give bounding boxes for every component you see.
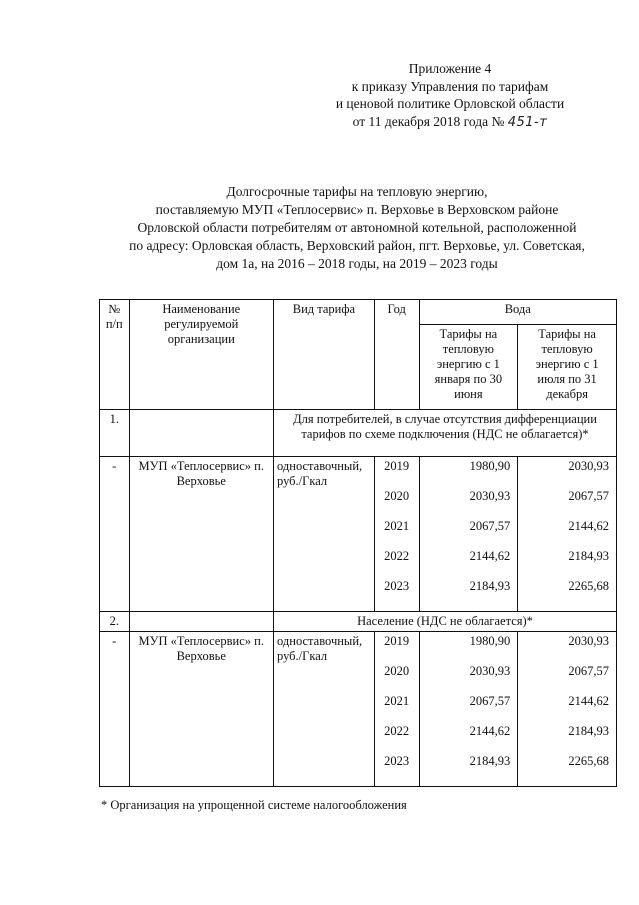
section-empty-cell <box>129 410 274 457</box>
document-title <box>92 183 622 273</box>
tariff-value: 2265,68 <box>568 579 609 593</box>
tariff-type: одноставочный, руб./Гкал <box>274 632 375 787</box>
year: 2020 <box>384 489 410 503</box>
year: 2019 <box>384 634 410 648</box>
tariff-value: 2184,93 <box>568 724 609 738</box>
header-num: № п/п <box>100 300 130 410</box>
footnote: * Организация на упрощенной системе налогообложения <box>101 798 407 812</box>
header-tariff-h2: Тарифы на тепловую энергию с 1 июля по 31 декабря <box>518 325 617 410</box>
row-number: - <box>100 632 130 787</box>
tariff-value: 2184,93 <box>469 579 511 593</box>
year: 2023 <box>384 579 410 593</box>
tariff-h2-values <box>518 632 617 787</box>
header-tariff-h1: Тарифы на тепловую энергию с 1 января по 30 июня <box>419 325 518 410</box>
tariff-value: 2144,62 <box>568 694 609 708</box>
tariff-h1-values <box>419 632 518 787</box>
org-name: МУП «Теплосервис» п. Верховье <box>129 632 274 787</box>
annex-line-3: и ценовой политике Орловской области <box>335 96 565 111</box>
tariff-h1-values <box>419 457 518 612</box>
year: 2020 <box>384 664 410 678</box>
annex-line-4 <box>300 113 600 132</box>
header-year: Год <box>374 300 419 410</box>
tariff-h2-values <box>518 457 617 612</box>
annex-header <box>300 60 600 131</box>
tariff-value: 2067,57 <box>469 694 511 708</box>
tariff-value: 2067,57 <box>469 519 511 533</box>
year: 2021 <box>384 519 410 533</box>
tariff-value: 2067,57 <box>568 664 609 678</box>
years-cell <box>374 457 419 612</box>
order-number-handwritten: 451-т <box>507 114 548 130</box>
tariff-value: 2184,93 <box>568 549 609 563</box>
tariff-value: 2144,62 <box>469 724 511 738</box>
year: 2021 <box>384 694 410 708</box>
tariff-value: 2144,62 <box>568 519 609 533</box>
title-line-4: по адресу: Орловская область, Верховский район, пгт. Верховье, ул. Советская, <box>129 238 585 253</box>
header-water: Вода <box>419 300 616 325</box>
annex-line-2: к приказу Управления по тарифам <box>351 78 549 94</box>
org-name: МУП «Теплосервис» п. Верховье <box>129 457 274 612</box>
section-number: 2. <box>100 612 130 632</box>
header-tariff-type: Вид тарифа <box>274 300 375 410</box>
title-line-1: Долгосрочные тарифы на тепловую энергию, <box>226 184 488 199</box>
year: 2022 <box>384 549 410 563</box>
title-line-3: Орловской области потребителям от автономной котельной, расположенной <box>137 220 577 235</box>
year: 2022 <box>384 724 410 738</box>
section-number: 1. <box>100 410 130 457</box>
tariff-value: 1980,90 <box>469 459 511 473</box>
tariff-table <box>99 299 617 787</box>
tariff-value: 2184,93 <box>469 754 511 768</box>
year: 2019 <box>384 459 410 473</box>
tariff-value: 2030,93 <box>568 634 609 648</box>
tariff-value: 2067,57 <box>568 489 609 503</box>
row-number: - <box>100 457 130 612</box>
section-title: Для потребителей, в случае отсутствия дифференциации тарифов по схеме подключения (НДС не облагается)* <box>274 410 617 457</box>
section-title: Население (НДС не облагается)* <box>274 612 617 632</box>
tariff-value: 2030,93 <box>469 664 511 678</box>
year: 2023 <box>384 754 410 768</box>
title-line-5: дом 1а, на 2016 – 2018 годы, на 2019 – 2023 годы <box>216 256 498 271</box>
annex-date: от 11 декабря 2018 года № <box>352 113 505 129</box>
tariff-value: 2030,93 <box>469 489 511 503</box>
section-empty-cell <box>129 612 274 632</box>
tariff-value: 2144,62 <box>469 549 511 563</box>
title-line-2: поставляемую МУП «Теплосервис» п. Верховье в Верховском районе <box>155 202 559 217</box>
tariff-value: 1980,90 <box>469 634 511 648</box>
header-org: Наименование регулируемой организации <box>129 300 274 410</box>
annex-title: Приложение 4 <box>408 61 492 76</box>
tariff-value: 2265,68 <box>568 754 609 768</box>
tariff-type: одноставочный, руб./Гкал <box>274 457 375 612</box>
years-cell <box>374 632 419 787</box>
tariff-value: 2030,93 <box>568 459 609 473</box>
